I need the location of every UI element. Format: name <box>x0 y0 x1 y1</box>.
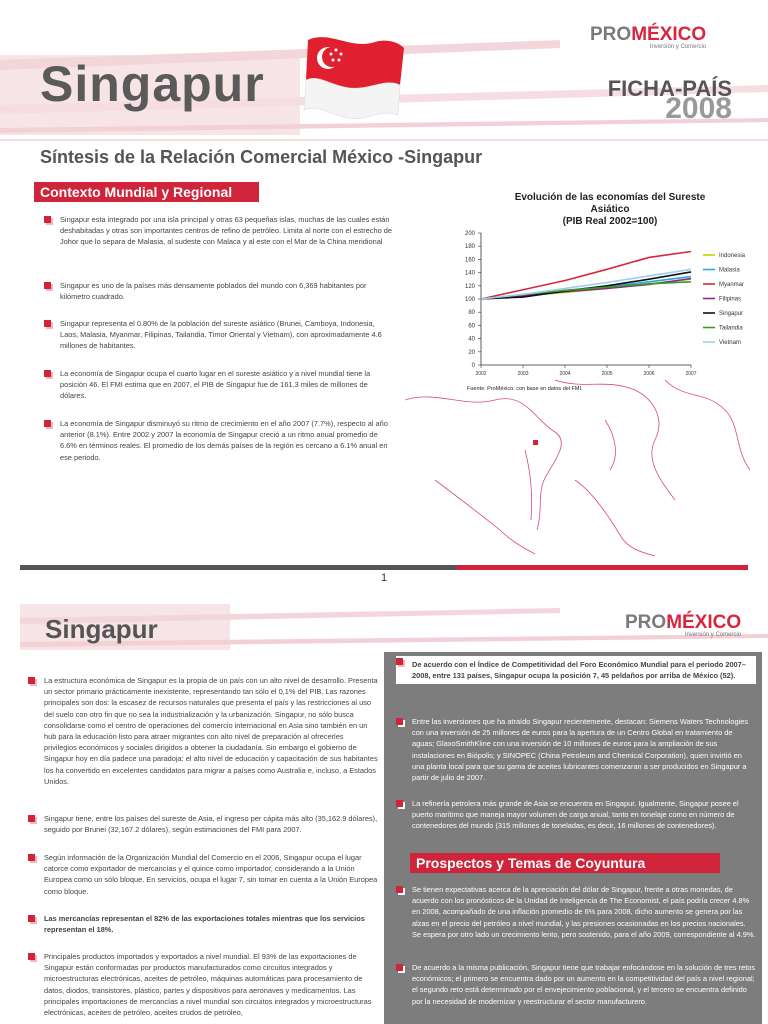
document-subtitle: Síntesis de la Relación Comercial México -Singapur <box>40 147 483 167</box>
y-tick-label: 200 <box>464 231 475 237</box>
economy-bullet-2: Singapur tiene, entre los países del sureste de Asia, el ingreso per cápita más alto (35,162.9 dólares), seguido por Brunei (32,167.2 dólares), según estimaciones del FMI para 2007. <box>28 813 378 835</box>
legend-label-singapur: Singapur <box>719 311 744 317</box>
southeast-asia-map <box>405 360 765 560</box>
x-tick-label: 2004 <box>559 371 571 377</box>
economy-bullet-3: Según información de la Organización Mundial del Comercio en el 2006, Singapur ocupa el lugar catorce como exportador de mercancías y el quince como importador, considerando a la Unión Europea como un sólo bloque. En servicios, ocupa el lugar 7, sin tomar en cuenta a la Unión Europea como bloque. <box>28 852 378 897</box>
x-tick-label: 2002 <box>475 371 487 377</box>
legend-label-filipinas: Filipinas <box>719 296 742 303</box>
economy-bullet-1: La estructura económica de Singapur es la propia de un país con un alto nivel de desarrollo. Presenta un sector primario prácticamente inexistente, representando tan sólo el 0,1% del PIB. Las razones principales son dos: la escasez de recursos naturales que presenta el país y las restricciones al uso del suelo con otro fin que no sea la industrialización y la urbanización. Singapur, no sólo busca consolidarse como el centro de operaciones del comercio internacional en Asia sino también en un hub para la educación listo para atraer migrantes con alto nivel de preparación al ofrecerles privilegios económicos y sociales dirigidos a obtener la ciudadanía. Sin embargo el gobierno de Singapur hoy en día padece una paradoja: el alto nivel de educación y capacitación de sus habitantes los ha convertido en excelentes candidatos para migrar a países como Australia e, incluso, a Estados Unidos. <box>28 675 378 787</box>
legend-label-indonesia: Indonesia <box>719 253 746 259</box>
context-bullet-4: La economía de Singapur ocupa el cuarto lugar en el sureste asiático y a nivel mundial tiene la posición 46. El FMI estima que en 2007, el PIB de Singapur fue de 161.3 miles de millones de dólares. <box>44 368 394 402</box>
x-tick-label: 2003 <box>517 371 529 377</box>
legend-label-myanmar: Myanmar <box>719 282 745 288</box>
legend-label-tailandia: Tailandia <box>719 325 743 332</box>
page2-title: Singapur <box>45 614 158 644</box>
y-tick-label: 160 <box>464 257 475 264</box>
context-bullet-1: Singapur esta integrado por una isla principal y otras 63 pequeñas islas, muchas de las cuales están deshabitadas y otras son importantes centros de refino de petróleo. Limita al norte con el estrecho de Johor que lo separa de Malasia, al sudeste con Malaca y al este con el Mar de la China meridional <box>44 214 394 248</box>
singapore-flag-icon <box>300 30 410 125</box>
y-tick-label: 20 <box>468 349 475 356</box>
chart-title: Evolución de las economías del Sureste Asiático (PIB Real 2002=100) <box>514 192 706 227</box>
page-divider <box>20 565 748 570</box>
legend-label-malasia: Malasia <box>719 267 740 274</box>
promexico-logo: PROMÉXICO Inversión y Comercio <box>590 24 707 50</box>
y-tick-label: 120 <box>464 283 475 290</box>
competitiveness-bullet: De acuerdo con el Índice de Competitividad del Foro Económico Mundial para el periodo 2007–2008, entre 131 países, Singapur ocupa la posición 7, 45 peldaños por arriba de México (52). <box>396 656 756 684</box>
prospect-bullet-1: Se tienen expectativas acerca de la apreciación del dólar de Singapur, frente a otras monedas, de acuerdo con los pronósticos de la Unidad de Inteligencia de The Economist, el país podría crecer 4.8% en 2008, acompañado de una inflación promedio de 6% para 2008, dicho aumento se genera por las alzas en el precio del petróleo a nivel mundial, y las presiones ocasionadas en los precios nacionales. Se espera por otro lado un crecimiento lento, pero sostenido, para el año 2009, correspondiente al 4.9%. <box>396 884 756 940</box>
x-tick-label: 2007 <box>685 371 697 377</box>
series-line-vietnam <box>481 269 691 299</box>
context-bullet-2: Singapur es uno de la países más densamente poblados del mundo con 6,369 habitantes por kilómetro cuadrado. <box>44 280 394 302</box>
series-line-myanmar <box>481 251 691 299</box>
x-tick-label: 2005 <box>601 371 613 377</box>
refinery-bullet: La refinería petrolera más grande de Asia se encuentra en Singapur. Igualmente, Singapur posee el puerto marítimo que maneja mayor volumen de carga anual, tanto en tonelaje como en número de contenedores del mundo (315 millones de toneladas, es decir, 16 millones de contenedores). <box>396 798 756 832</box>
y-tick-label: 100 <box>464 297 475 303</box>
y-tick-label: 180 <box>464 244 475 251</box>
chart-source: Fuente: ProMéxico, con base en datos del FMI. <box>467 386 583 390</box>
legend-label-vietnam: Vietnam <box>719 340 741 346</box>
section-heading-contexto: Contexto Mundial y Regional <box>34 182 259 202</box>
y-tick-label: 80 <box>468 310 475 317</box>
investment-bullet: Entre las inversiones que ha atraído Singapur recientemente, destacan: Siemens Waters Technologies con una inversión de 25 millones de euros para la apertura de un Centro Global en tratamiento de aguas; GlaxoSmithKline con una inversión de 10 millones de euros para la ampliación de sus instalaciones en Biópolis; y SINOPEC (China Petroleum and Chemical Corporation), quien invirtió en una planta local para que su gama de aceites lubricantes comenzaran a ser producidos en Singapur a partir de julio de 2007. <box>396 716 756 783</box>
y-tick-label: 40 <box>468 336 475 343</box>
x-tick-label: 2006 <box>643 371 655 377</box>
gdp-line-chart <box>445 225 755 390</box>
context-bullet-5: La economía de Singapur disminuyó su ritmo de crecimiento en el año 2007 (7.7%), respecto al año anterior (8.1%). Entre 2002 y 2007 la economía de Singapur creció a un ritmo anual promedio de 6.6% en términos reales. El promedio de los demás países de la región es cercano a 6.1% anual en ese periodo. <box>44 418 394 463</box>
economy-bullet-5: Principales productos importados y exportados a nivel mundial. El 93% de las exportaciones de Singapur están conformadas por productos manufacturados como circuitos integrados y microestructuras electrónicas, aceites de petróleo, máquinas automáticas para procesamiento de datos, diodos, transistores, plástico, partes y dispositivos para aeronaves y medicamentos. Las principales importaciones de mercancías a nivel mundial son circuitos integrados y microestructuras electrónicas, aceites de petróleo, aceites crudos de petróleo, <box>28 951 378 1018</box>
section-heading-prospectos: Prospectos y Temas de Coyuntura <box>410 853 720 873</box>
context-bullet-3: Singapur representa el 0.80% de la población del sureste asiático (Brunei, Camboya, Indonesia, Laos, Malasia, Myanmar, Filipinas, Tailandia, Timor Oriental y Vietnam), con aproximadamente 4.6 millones de habitantes. <box>44 318 394 352</box>
page-number: 1 <box>380 572 388 584</box>
promexico-logo-page2: PROMÉXICO Inversión y Comercio <box>625 612 742 638</box>
ficha-pais-label: FICHA-PAÍS <box>607 76 732 101</box>
y-tick-label: 140 <box>464 270 475 277</box>
y-tick-label: 60 <box>468 323 475 330</box>
page-title: Singapur <box>40 56 265 112</box>
economy-bullet-4: Las mercancías representan el 82% de las exportaciones totales mientras que los servicios representan el 18%. <box>28 913 378 935</box>
year-label: 2008 <box>665 92 732 125</box>
prospect-bullet-2: De acuerdo a la misma publicación, Singapur tiene que trabajar enfocándose en la solución de tres retos económicos; el primero se encuentra dado por un aumento en la competitividad del país a nivel regional; el segundo reto está determinado por el envejecimiento poblacional, y el tercero se encuentra definido por la necesidad de modernizar y reestructurar el sector manufacturero. <box>396 962 756 1007</box>
y-tick-label: 0 <box>471 363 475 369</box>
